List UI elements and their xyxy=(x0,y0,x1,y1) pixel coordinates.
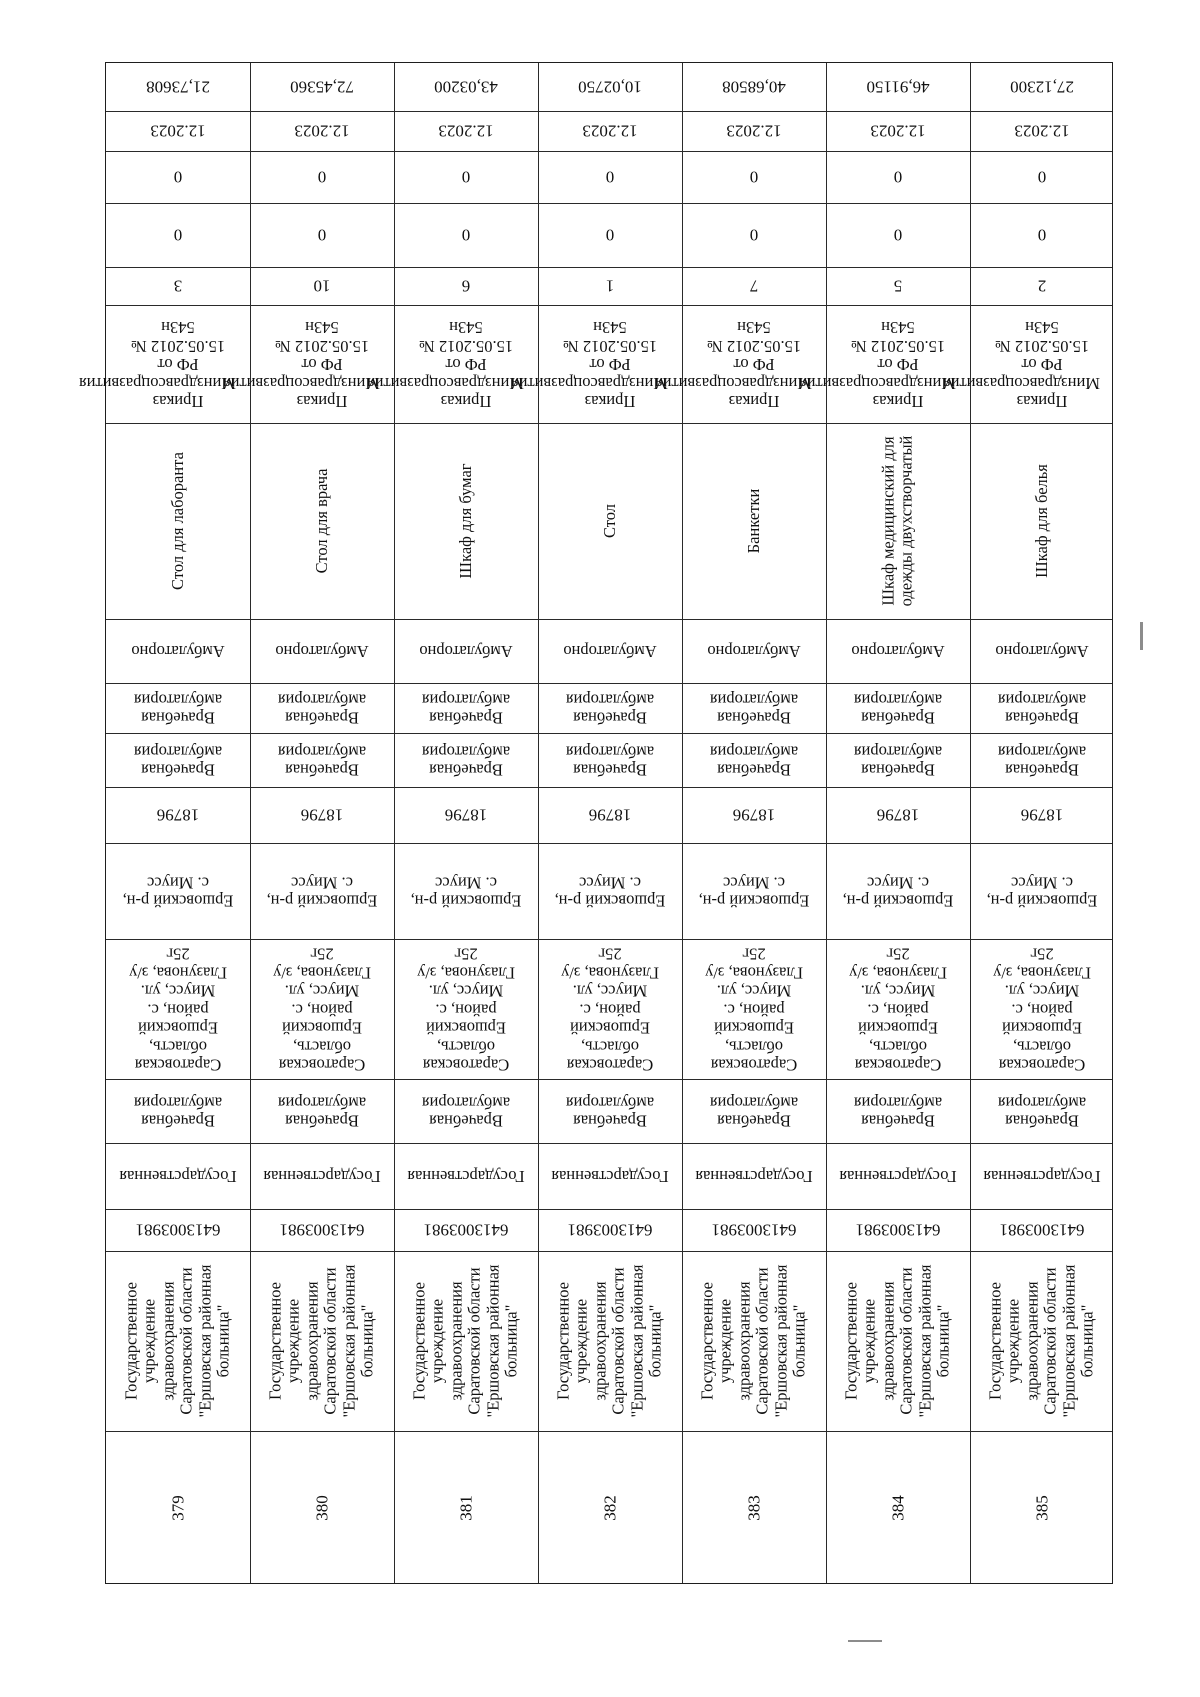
care-type-cell xyxy=(106,619,250,683)
locality-text: Ершовский р-н, с. Миусс xyxy=(842,873,954,911)
amount-cell xyxy=(538,63,682,111)
ownership-text: Государственная xyxy=(407,1167,525,1187)
row-number-cell xyxy=(970,1431,1114,1585)
quantity-cell xyxy=(394,267,538,305)
locality-text: Ершовский р-н, с. Миусс xyxy=(266,873,378,911)
care-type-text: Амбулаторно xyxy=(851,642,945,662)
unit-cell xyxy=(106,1079,250,1143)
order-reference-cell xyxy=(223,305,394,423)
locality-cell xyxy=(106,843,250,939)
quantity-text: 1 xyxy=(605,276,615,296)
order-reference-text: Приказ Минздравсоцразвития РФ от 15.05.2012 № 543н xyxy=(799,318,956,412)
locality-cell xyxy=(250,843,394,939)
date-text: 12.2023 xyxy=(150,121,206,141)
order-reference-text: Приказ Минздравсоцразвития РФ от 15.05.2012 № 543н xyxy=(943,318,1100,412)
inn-cell xyxy=(250,1209,394,1251)
item-name-text: Шкаф для белья xyxy=(1031,464,1051,578)
care-type-text: Амбулаторно xyxy=(563,642,657,662)
unit-cell xyxy=(682,1079,826,1143)
institution-text: Государственное учреждение здравоохранения Саратовской области "Ершовская районная больница" xyxy=(697,1264,809,1418)
value-b-cell xyxy=(970,151,1114,203)
care-type-cell xyxy=(538,619,682,683)
locality-cell xyxy=(970,843,1114,939)
code-cell xyxy=(826,787,970,843)
value-b-text: 0 xyxy=(605,167,615,187)
value-b-cell xyxy=(394,151,538,203)
inn-text: 6413003981 xyxy=(855,1220,941,1240)
inn-text: 6413003981 xyxy=(999,1220,1085,1240)
division-text: Врачебная амбулатория xyxy=(565,742,655,780)
division-cell xyxy=(682,683,826,733)
order-reference-cell xyxy=(511,305,682,423)
division-cell xyxy=(970,683,1114,733)
care-type-cell xyxy=(682,619,826,683)
date-text: 12.2023 xyxy=(294,121,350,141)
institution-cell xyxy=(250,1251,394,1431)
locality-text: Ершовский р-н, с. Миусс xyxy=(554,873,666,911)
division-text: Врачебная амбулатория xyxy=(709,690,799,728)
unit-text: Врачебная амбулатория xyxy=(133,1093,223,1131)
date-cell xyxy=(538,111,682,151)
quantity-text: 3 xyxy=(173,276,183,296)
inn-text: 6413003981 xyxy=(567,1220,653,1240)
amount-text: 21,73608 xyxy=(146,77,210,97)
ownership-text: Государственная xyxy=(983,1167,1101,1187)
value-b-cell xyxy=(106,151,250,203)
row-number-text: 382 xyxy=(600,1495,620,1521)
date-cell xyxy=(250,111,394,151)
ownership-text: Государственная xyxy=(119,1167,237,1187)
value-b-text: 0 xyxy=(173,167,183,187)
inn-cell xyxy=(538,1209,682,1251)
amount-text: 43,03200 xyxy=(434,77,498,97)
inn-text: 6413003981 xyxy=(711,1220,797,1240)
order-reference-cell xyxy=(367,305,538,423)
item-name-text: Банкетки xyxy=(743,488,763,554)
date-cell xyxy=(970,111,1114,151)
value-a-cell xyxy=(106,203,250,267)
value-b-cell xyxy=(826,151,970,203)
code-text: 18796 xyxy=(588,805,632,825)
value-b-text: 0 xyxy=(893,167,903,187)
item-name-cell xyxy=(826,423,970,619)
address-cell xyxy=(394,939,538,1079)
item-name-cell xyxy=(970,423,1114,619)
item-name-text: Стол для лаборанта xyxy=(167,452,187,590)
care-type-text: Амбулаторно xyxy=(707,642,801,662)
division-cell xyxy=(250,733,394,787)
value-a-text: 0 xyxy=(173,225,183,245)
division-text: Врачебная амбулатория xyxy=(133,690,223,728)
address-text: Саратовская область, Ершовский район, с. Миусс, ул. Глазунова, з/у 25г xyxy=(993,944,1091,1075)
ownership-text: Государственная xyxy=(263,1167,381,1187)
amount-cell xyxy=(970,63,1114,111)
value-b-cell xyxy=(250,151,394,203)
value-b-text: 0 xyxy=(749,167,759,187)
institution-cell xyxy=(826,1251,970,1431)
institution-cell xyxy=(682,1251,826,1431)
ownership-cell xyxy=(394,1143,538,1209)
division-text: Врачебная амбулатория xyxy=(997,742,1087,780)
value-a-cell xyxy=(394,203,538,267)
institution-text: Государственное учреждение здравоохранения Саратовской области "Ершовская районная больница" xyxy=(553,1264,665,1418)
address-cell xyxy=(682,939,826,1079)
division-cell xyxy=(826,683,970,733)
division-cell xyxy=(682,733,826,787)
code-cell xyxy=(538,787,682,843)
address-cell xyxy=(538,939,682,1079)
institution-text: Государственное учреждение здравоохранения Саратовской области "Ершовская районная больница" xyxy=(841,1264,953,1418)
division-cell xyxy=(826,733,970,787)
institution-text: Государственное учреждение здравоохранения Саратовской области "Ершовская районная больница" xyxy=(409,1264,521,1418)
quantity-cell xyxy=(970,267,1114,305)
row-number-cell xyxy=(394,1431,538,1585)
unit-cell xyxy=(250,1079,394,1143)
amount-cell xyxy=(106,63,250,111)
unit-text: Врачебная амбулатория xyxy=(709,1093,799,1131)
order-reference-text: Приказ Минздравсоцразвития РФ от 15.05.2012 № 543н xyxy=(511,318,668,412)
value-b-cell xyxy=(538,151,682,203)
ownership-cell xyxy=(682,1143,826,1209)
division-text: Врачебная амбулатория xyxy=(277,690,367,728)
quantity-cell xyxy=(106,267,250,305)
division-cell xyxy=(538,733,682,787)
code-cell xyxy=(682,787,826,843)
order-reference-text: Приказ Минздравсоцразвития РФ от 15.05.2012 № 543н xyxy=(223,318,380,412)
unit-text: Врачебная амбулатория xyxy=(853,1093,943,1131)
amount-cell xyxy=(394,63,538,111)
care-type-cell xyxy=(394,619,538,683)
institution-cell xyxy=(394,1251,538,1431)
address-cell xyxy=(970,939,1114,1079)
scan-mark xyxy=(848,1640,882,1642)
address-text: Саратовская область, Ершовский район, с. Миусс, ул. Глазунова, з/у 25г xyxy=(849,944,947,1075)
division-text: Врачебная амбулатория xyxy=(997,690,1087,728)
item-name-text: Шкаф для бумаг xyxy=(455,463,475,579)
division-text: Врачебная амбулатория xyxy=(277,742,367,780)
inn-cell xyxy=(970,1209,1114,1251)
date-text: 12.2023 xyxy=(1014,121,1070,141)
code-cell xyxy=(250,787,394,843)
address-text: Саратовская область, Ершовский район, с. Миусс, ул. Глазунова, з/у 25г xyxy=(273,944,371,1075)
row-number-text: 381 xyxy=(456,1495,476,1521)
code-text: 18796 xyxy=(156,805,200,825)
amount-cell xyxy=(826,63,970,111)
value-a-text: 0 xyxy=(317,225,327,245)
code-cell xyxy=(106,787,250,843)
value-a-cell xyxy=(970,203,1114,267)
order-reference-cell xyxy=(79,305,250,423)
inn-text: 6413003981 xyxy=(279,1220,365,1240)
value-a-cell xyxy=(826,203,970,267)
locality-cell xyxy=(682,843,826,939)
value-a-text: 0 xyxy=(605,225,615,245)
date-cell xyxy=(826,111,970,151)
value-b-cell xyxy=(682,151,826,203)
order-reference-text: Приказ Минздравсоцразвития РФ от 15.05.2012 № 543н xyxy=(79,318,236,412)
item-name-text: Стол для врача xyxy=(311,468,331,574)
date-cell xyxy=(682,111,826,151)
scan-mark xyxy=(1140,622,1143,650)
locality-cell xyxy=(538,843,682,939)
division-text: Врачебная амбулатория xyxy=(421,742,511,780)
division-cell xyxy=(970,733,1114,787)
value-a-cell xyxy=(250,203,394,267)
value-b-text: 0 xyxy=(317,167,327,187)
locality-text: Ершовский р-н, с. Миусс xyxy=(410,873,522,911)
locality-cell xyxy=(394,843,538,939)
date-cell xyxy=(394,111,538,151)
ownership-cell xyxy=(538,1143,682,1209)
amount-text: 46,91150 xyxy=(866,77,930,97)
inn-text: 6413003981 xyxy=(135,1220,221,1240)
value-b-text: 0 xyxy=(1037,167,1047,187)
ownership-text: Государственная xyxy=(551,1167,669,1187)
unit-cell xyxy=(394,1079,538,1143)
item-name-cell xyxy=(106,423,250,619)
item-name-cell xyxy=(394,423,538,619)
item-name-cell xyxy=(250,423,394,619)
item-name-cell xyxy=(682,423,826,619)
division-text: Врачебная амбулатория xyxy=(853,690,943,728)
row-number-text: 384 xyxy=(888,1495,908,1521)
code-text: 18796 xyxy=(732,805,776,825)
division-text: Врачебная амбулатория xyxy=(565,690,655,728)
quantity-cell xyxy=(250,267,394,305)
item-name-text: Шкаф медицинский для одежды двухстворчатый xyxy=(878,435,916,607)
inn-cell xyxy=(106,1209,250,1251)
ownership-cell xyxy=(826,1143,970,1209)
date-text: 12.2023 xyxy=(438,121,494,141)
code-cell xyxy=(970,787,1114,843)
quantity-text: 2 xyxy=(1037,276,1047,296)
care-type-text: Амбулаторно xyxy=(131,642,225,662)
address-text: Саратовская область, Ершовский район, с. Миусс, ул. Глазунова, з/у 25г xyxy=(705,944,803,1075)
division-cell xyxy=(394,733,538,787)
ownership-text: Государственная xyxy=(695,1167,813,1187)
amount-cell xyxy=(682,63,826,111)
division-text: Врачебная амбулатория xyxy=(853,742,943,780)
value-a-text: 0 xyxy=(749,225,759,245)
division-text: Врачебная амбулатория xyxy=(421,690,511,728)
unit-text: Врачебная амбулатория xyxy=(565,1093,655,1131)
unit-text: Врачебная амбулатория xyxy=(997,1093,1087,1131)
care-type-text: Амбулаторно xyxy=(275,642,369,662)
row-number-text: 385 xyxy=(1032,1495,1052,1521)
date-text: 12.2023 xyxy=(582,121,638,141)
division-cell xyxy=(250,683,394,733)
inn-cell xyxy=(826,1209,970,1251)
ownership-cell xyxy=(970,1143,1114,1209)
unit-cell xyxy=(970,1079,1114,1143)
order-reference-text: Приказ Минздравсоцразвития РФ от 15.05.2012 № 543н xyxy=(655,318,812,412)
care-type-text: Амбулаторно xyxy=(995,642,1089,662)
amount-cell xyxy=(250,63,394,111)
address-cell xyxy=(106,939,250,1079)
quantity-cell xyxy=(682,267,826,305)
value-a-text: 0 xyxy=(893,225,903,245)
item-name-cell xyxy=(538,423,682,619)
order-reference-cell xyxy=(799,305,970,423)
value-a-text: 0 xyxy=(1037,225,1047,245)
address-text: Саратовская область, Ершовский район, с. Миусс, ул. Глазунова, з/у 25г xyxy=(129,944,227,1075)
division-cell xyxy=(394,683,538,733)
unit-cell xyxy=(826,1079,970,1143)
inn-cell xyxy=(394,1209,538,1251)
row-number-cell xyxy=(826,1431,970,1585)
code-text: 18796 xyxy=(876,805,920,825)
locality-text: Ершовский р-н, с. Миусс xyxy=(986,873,1098,911)
quantity-cell xyxy=(538,267,682,305)
date-text: 12.2023 xyxy=(726,121,782,141)
institution-text: Государственное учреждение здравоохранения Саратовской области "Ершовская районная больница" xyxy=(265,1264,377,1418)
value-a-text: 0 xyxy=(461,225,471,245)
row-number-text: 383 xyxy=(744,1495,764,1521)
locality-text: Ершовский р-н, с. Миусс xyxy=(122,873,234,911)
ownership-text: Государственная xyxy=(839,1167,957,1187)
locality-text: Ершовский р-н, с. Миусс xyxy=(698,873,810,911)
ownership-cell xyxy=(250,1143,394,1209)
institution-cell xyxy=(538,1251,682,1431)
order-reference-cell xyxy=(655,305,826,423)
care-type-cell xyxy=(826,619,970,683)
division-cell xyxy=(106,683,250,733)
inn-cell xyxy=(682,1209,826,1251)
institution-cell xyxy=(106,1251,250,1431)
quantity-text: 7 xyxy=(749,276,759,296)
quantity-text: 5 xyxy=(893,276,903,296)
quantity-text: 10 xyxy=(313,276,331,296)
amount-text: 27,12300 xyxy=(1010,77,1074,97)
code-text: 18796 xyxy=(444,805,488,825)
quantity-cell xyxy=(826,267,970,305)
code-text: 18796 xyxy=(300,805,344,825)
row-number-text: 379 xyxy=(168,1495,188,1521)
code-text: 18796 xyxy=(1020,805,1064,825)
unit-text: Врачебная амбулатория xyxy=(421,1093,511,1131)
value-a-cell xyxy=(538,203,682,267)
division-text: Врачебная амбулатория xyxy=(709,742,799,780)
address-text: Саратовская область, Ершовский район, с. Миусс, ул. Глазунова, з/у 25г xyxy=(417,944,515,1075)
institution-cell xyxy=(970,1251,1114,1431)
order-reference-text: Приказ Минздравсоцразвития РФ от 15.05.2012 № 543н xyxy=(367,318,524,412)
division-cell xyxy=(538,683,682,733)
row-number-cell xyxy=(250,1431,394,1585)
amount-text: 72,45360 xyxy=(290,77,354,97)
address-cell xyxy=(250,939,394,1079)
care-type-text: Амбулаторно xyxy=(419,642,513,662)
institution-text: Государственное учреждение здравоохранения Саратовской области "Ершовская районная больница" xyxy=(121,1264,233,1418)
ownership-cell xyxy=(106,1143,250,1209)
order-reference-cell xyxy=(943,305,1114,423)
row-number-cell xyxy=(538,1431,682,1585)
date-cell xyxy=(106,111,250,151)
unit-text: Врачебная амбулатория xyxy=(277,1093,367,1131)
institution-text: Государственное учреждение здравоохранения Саратовской области "Ершовская районная больница" xyxy=(985,1264,1097,1418)
date-text: 12.2023 xyxy=(870,121,926,141)
inn-text: 6413003981 xyxy=(423,1220,509,1240)
amount-text: 10,02750 xyxy=(578,77,642,97)
row-number-cell xyxy=(682,1431,826,1585)
item-name-text: Стол xyxy=(599,503,619,539)
code-cell xyxy=(394,787,538,843)
address-text: Саратовская область, Ершовский район, с. Миусс, ул. Глазунова, з/у 25г xyxy=(561,944,659,1075)
rotated-equipment-table xyxy=(79,62,1113,1584)
care-type-cell xyxy=(970,619,1114,683)
row-number-text: 380 xyxy=(312,1495,332,1521)
value-a-cell xyxy=(682,203,826,267)
amount-text: 40,68508 xyxy=(722,77,786,97)
division-text: Врачебная амбулатория xyxy=(133,742,223,780)
locality-cell xyxy=(826,843,970,939)
quantity-text: 6 xyxy=(461,276,471,296)
value-b-text: 0 xyxy=(461,167,471,187)
row-number-cell xyxy=(106,1431,250,1585)
division-cell xyxy=(106,733,250,787)
care-type-cell xyxy=(250,619,394,683)
address-cell xyxy=(826,939,970,1079)
unit-cell xyxy=(538,1079,682,1143)
